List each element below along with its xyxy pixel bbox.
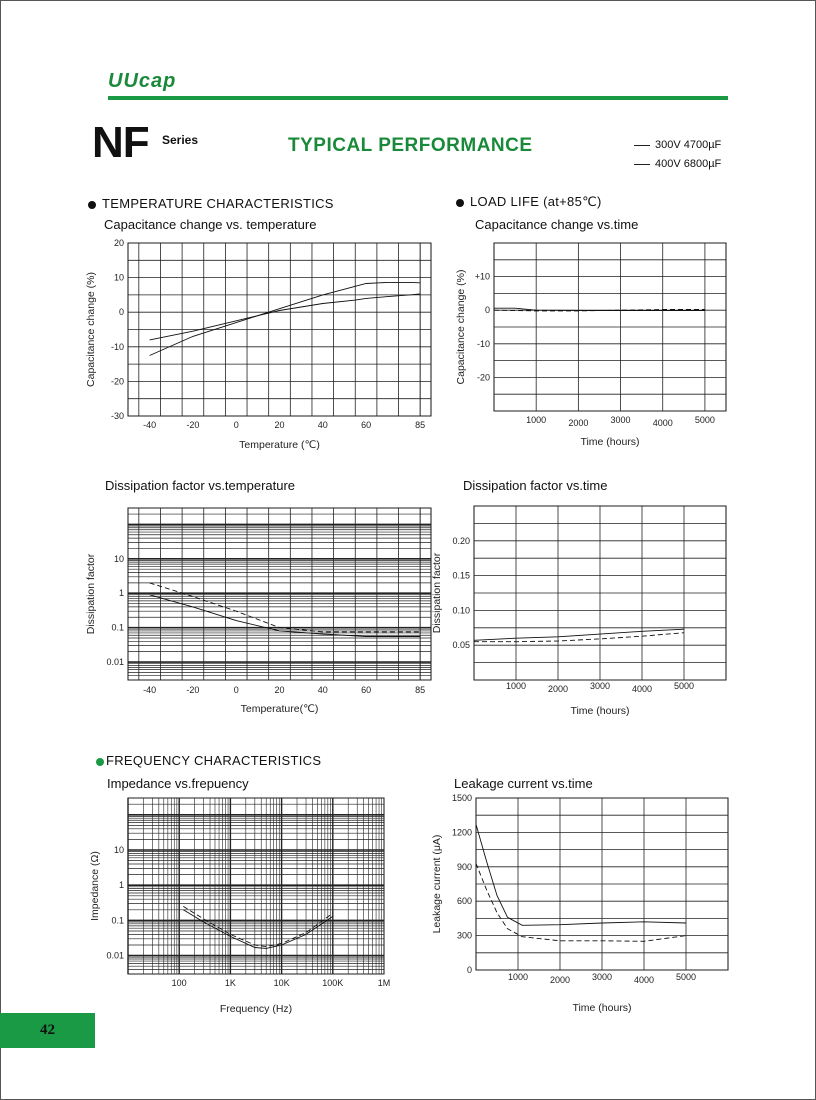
y-axis-label: Capacitance change (%) <box>455 269 467 385</box>
x-axis-label: Temperature(℃) <box>240 703 319 715</box>
y-tick-label: 1 <box>118 880 124 891</box>
header-rule <box>108 96 728 100</box>
x-tick-label: 0 <box>233 685 239 695</box>
x-tick-label: 4000 <box>631 684 653 694</box>
x-tick-label: -20 <box>186 685 200 695</box>
x-tick-label: 1000 <box>505 681 527 691</box>
x-tick-label: 85 <box>415 420 426 430</box>
y-axis-label: Leakage current (μA) <box>431 834 443 934</box>
x-tick-label: 10K <box>273 978 290 988</box>
x-axis-label: Time (hours) <box>572 1002 632 1014</box>
y-tick-label: 0.01 <box>106 657 124 668</box>
y-tick-label: 1 <box>118 588 124 599</box>
y-tick-label: 0.05 <box>452 640 470 651</box>
series-line-second <box>474 633 684 642</box>
x-tick-label: 100 <box>171 978 187 988</box>
y-tick-label: 0 <box>484 305 490 316</box>
legend-item-dashed <box>634 158 721 170</box>
section-temperature <box>88 196 334 211</box>
chart-title: Leakage current vs.time <box>454 776 593 791</box>
series-line-solid <box>476 824 686 925</box>
y-tick-label: 10 <box>113 553 124 564</box>
y-tick-label: 300 <box>456 930 472 941</box>
x-tick-label: 3000 <box>610 415 631 425</box>
y-tick-label: 20 <box>113 238 124 248</box>
y-axis-label: Dissipation factor <box>85 553 97 635</box>
y-tick-label: -10 <box>476 338 490 349</box>
section-load-life <box>456 194 602 210</box>
series-name: NF <box>92 118 149 167</box>
series-line-second <box>150 282 421 355</box>
dissipation-vs-temperature-chart <box>80 500 426 720</box>
legend-label: 300V 4700µF <box>655 139 722 151</box>
x-tick-label: 0 <box>233 420 239 430</box>
legend-item-solid <box>634 139 721 151</box>
x-tick-label: 60 <box>361 685 372 695</box>
series-line-second <box>476 863 686 941</box>
y-tick-label: -30 <box>110 411 124 421</box>
brand-logo: UUcap <box>108 70 177 92</box>
series-line-solid <box>474 629 684 640</box>
x-tick-label: 40 <box>317 685 328 695</box>
x-axis-label: Frequency (Hz) <box>219 1003 293 1015</box>
series-label: Series <box>162 133 199 147</box>
x-tick-label: 3000 <box>591 972 613 982</box>
page-number: 42 <box>0 1013 95 1048</box>
y-tick-label: 0.01 <box>106 950 124 961</box>
legend-line-icon <box>634 145 650 146</box>
y-tick-label: 0.1 <box>111 915 124 926</box>
impedance-vs-frequency-chart <box>80 790 390 1020</box>
legend-line-icon <box>634 164 650 165</box>
x-tick-label: 1000 <box>507 972 529 982</box>
x-tick-label: -40 <box>143 420 157 430</box>
x-tick-label: -20 <box>186 420 200 430</box>
x-tick-label: 4000 <box>652 418 673 428</box>
x-tick-label: 3000 <box>589 681 611 691</box>
x-tick-label: 85 <box>415 685 426 695</box>
y-tick-label: 600 <box>456 896 472 907</box>
y-tick-label: 10 <box>113 272 124 283</box>
section-frequency <box>96 753 321 768</box>
y-tick-label: 1200 <box>451 827 472 838</box>
y-tick-label: +10 <box>474 271 490 282</box>
x-tick-label: 1M <box>377 978 391 988</box>
chart-title: Capacitance change vs. temperature <box>104 217 317 232</box>
x-axis-label: Time (hours) <box>580 436 640 448</box>
y-tick-label: 1500 <box>451 793 472 803</box>
x-tick-label: 2000 <box>568 418 589 428</box>
y-tick-label: 0 <box>466 965 472 975</box>
section-title: TEMPERATURE CHARACTERISTICS <box>102 196 334 211</box>
y-tick-label: 10 <box>113 844 124 855</box>
x-tick-label: 5000 <box>673 681 695 691</box>
x-tick-label: 5000 <box>694 415 715 425</box>
y-axis-label: Dissipation factor <box>431 552 443 634</box>
x-tick-label: 60 <box>361 420 372 430</box>
x-tick-label: 1K <box>224 978 236 988</box>
section-title: FREQUENCY CHARACTERISTICS <box>106 753 322 768</box>
chart-title: Dissipation factor vs.time <box>463 478 608 493</box>
legend-label: 400V 6800µF <box>655 158 722 170</box>
page-title: TYPICAL PERFORMANCE <box>288 135 533 156</box>
y-axis-label: Impedance (Ω) <box>89 851 101 921</box>
x-tick-label: 1000 <box>526 415 547 425</box>
x-tick-label: 20 <box>274 685 285 695</box>
x-tick-label: 2000 <box>549 975 571 985</box>
y-tick-label: -20 <box>110 376 124 387</box>
y-tick-label: 0.15 <box>452 570 470 581</box>
leakage-vs-time-chart <box>428 790 738 1020</box>
x-tick-label: 2000 <box>547 684 569 694</box>
y-tick-label: 900 <box>456 861 472 872</box>
bullet-icon <box>96 758 104 766</box>
x-tick-label: 100K <box>322 978 344 988</box>
x-tick-label: 4000 <box>633 975 655 985</box>
series-line-second <box>183 906 332 946</box>
x-tick-label: 5000 <box>675 972 697 982</box>
bullet-icon <box>456 199 464 207</box>
y-tick-label: -10 <box>110 341 124 352</box>
x-axis-label: Time (hours) <box>570 705 630 717</box>
x-axis-label: Temperature (℃) <box>239 439 320 451</box>
series-line-second <box>150 583 421 632</box>
capacitance-vs-temperature-chart <box>80 236 426 456</box>
chart-title: Dissipation factor vs.temperature <box>105 478 296 493</box>
x-tick-label: -40 <box>143 685 157 695</box>
dissipation-vs-time-chart <box>428 500 738 720</box>
y-axis-label: Capacitance change (%) <box>85 272 97 387</box>
y-tick-label: 0.10 <box>452 605 470 616</box>
capacitance-vs-time-chart <box>450 236 740 456</box>
chart-title: Impedance vs.frepuency <box>107 776 249 791</box>
y-tick-label: 0 <box>118 307 124 318</box>
x-tick-label: 40 <box>317 420 328 430</box>
section-title: LOAD LIFE (at+85℃) <box>470 194 602 209</box>
series-line-solid <box>150 294 421 340</box>
bullet-icon <box>88 201 96 209</box>
chart-title: Capacitance change vs.time <box>475 217 639 232</box>
y-tick-label: 0.1 <box>111 622 124 633</box>
y-tick-label: -20 <box>476 372 490 383</box>
x-tick-label: 20 <box>274 420 285 430</box>
y-tick-label: 0.20 <box>452 535 470 546</box>
